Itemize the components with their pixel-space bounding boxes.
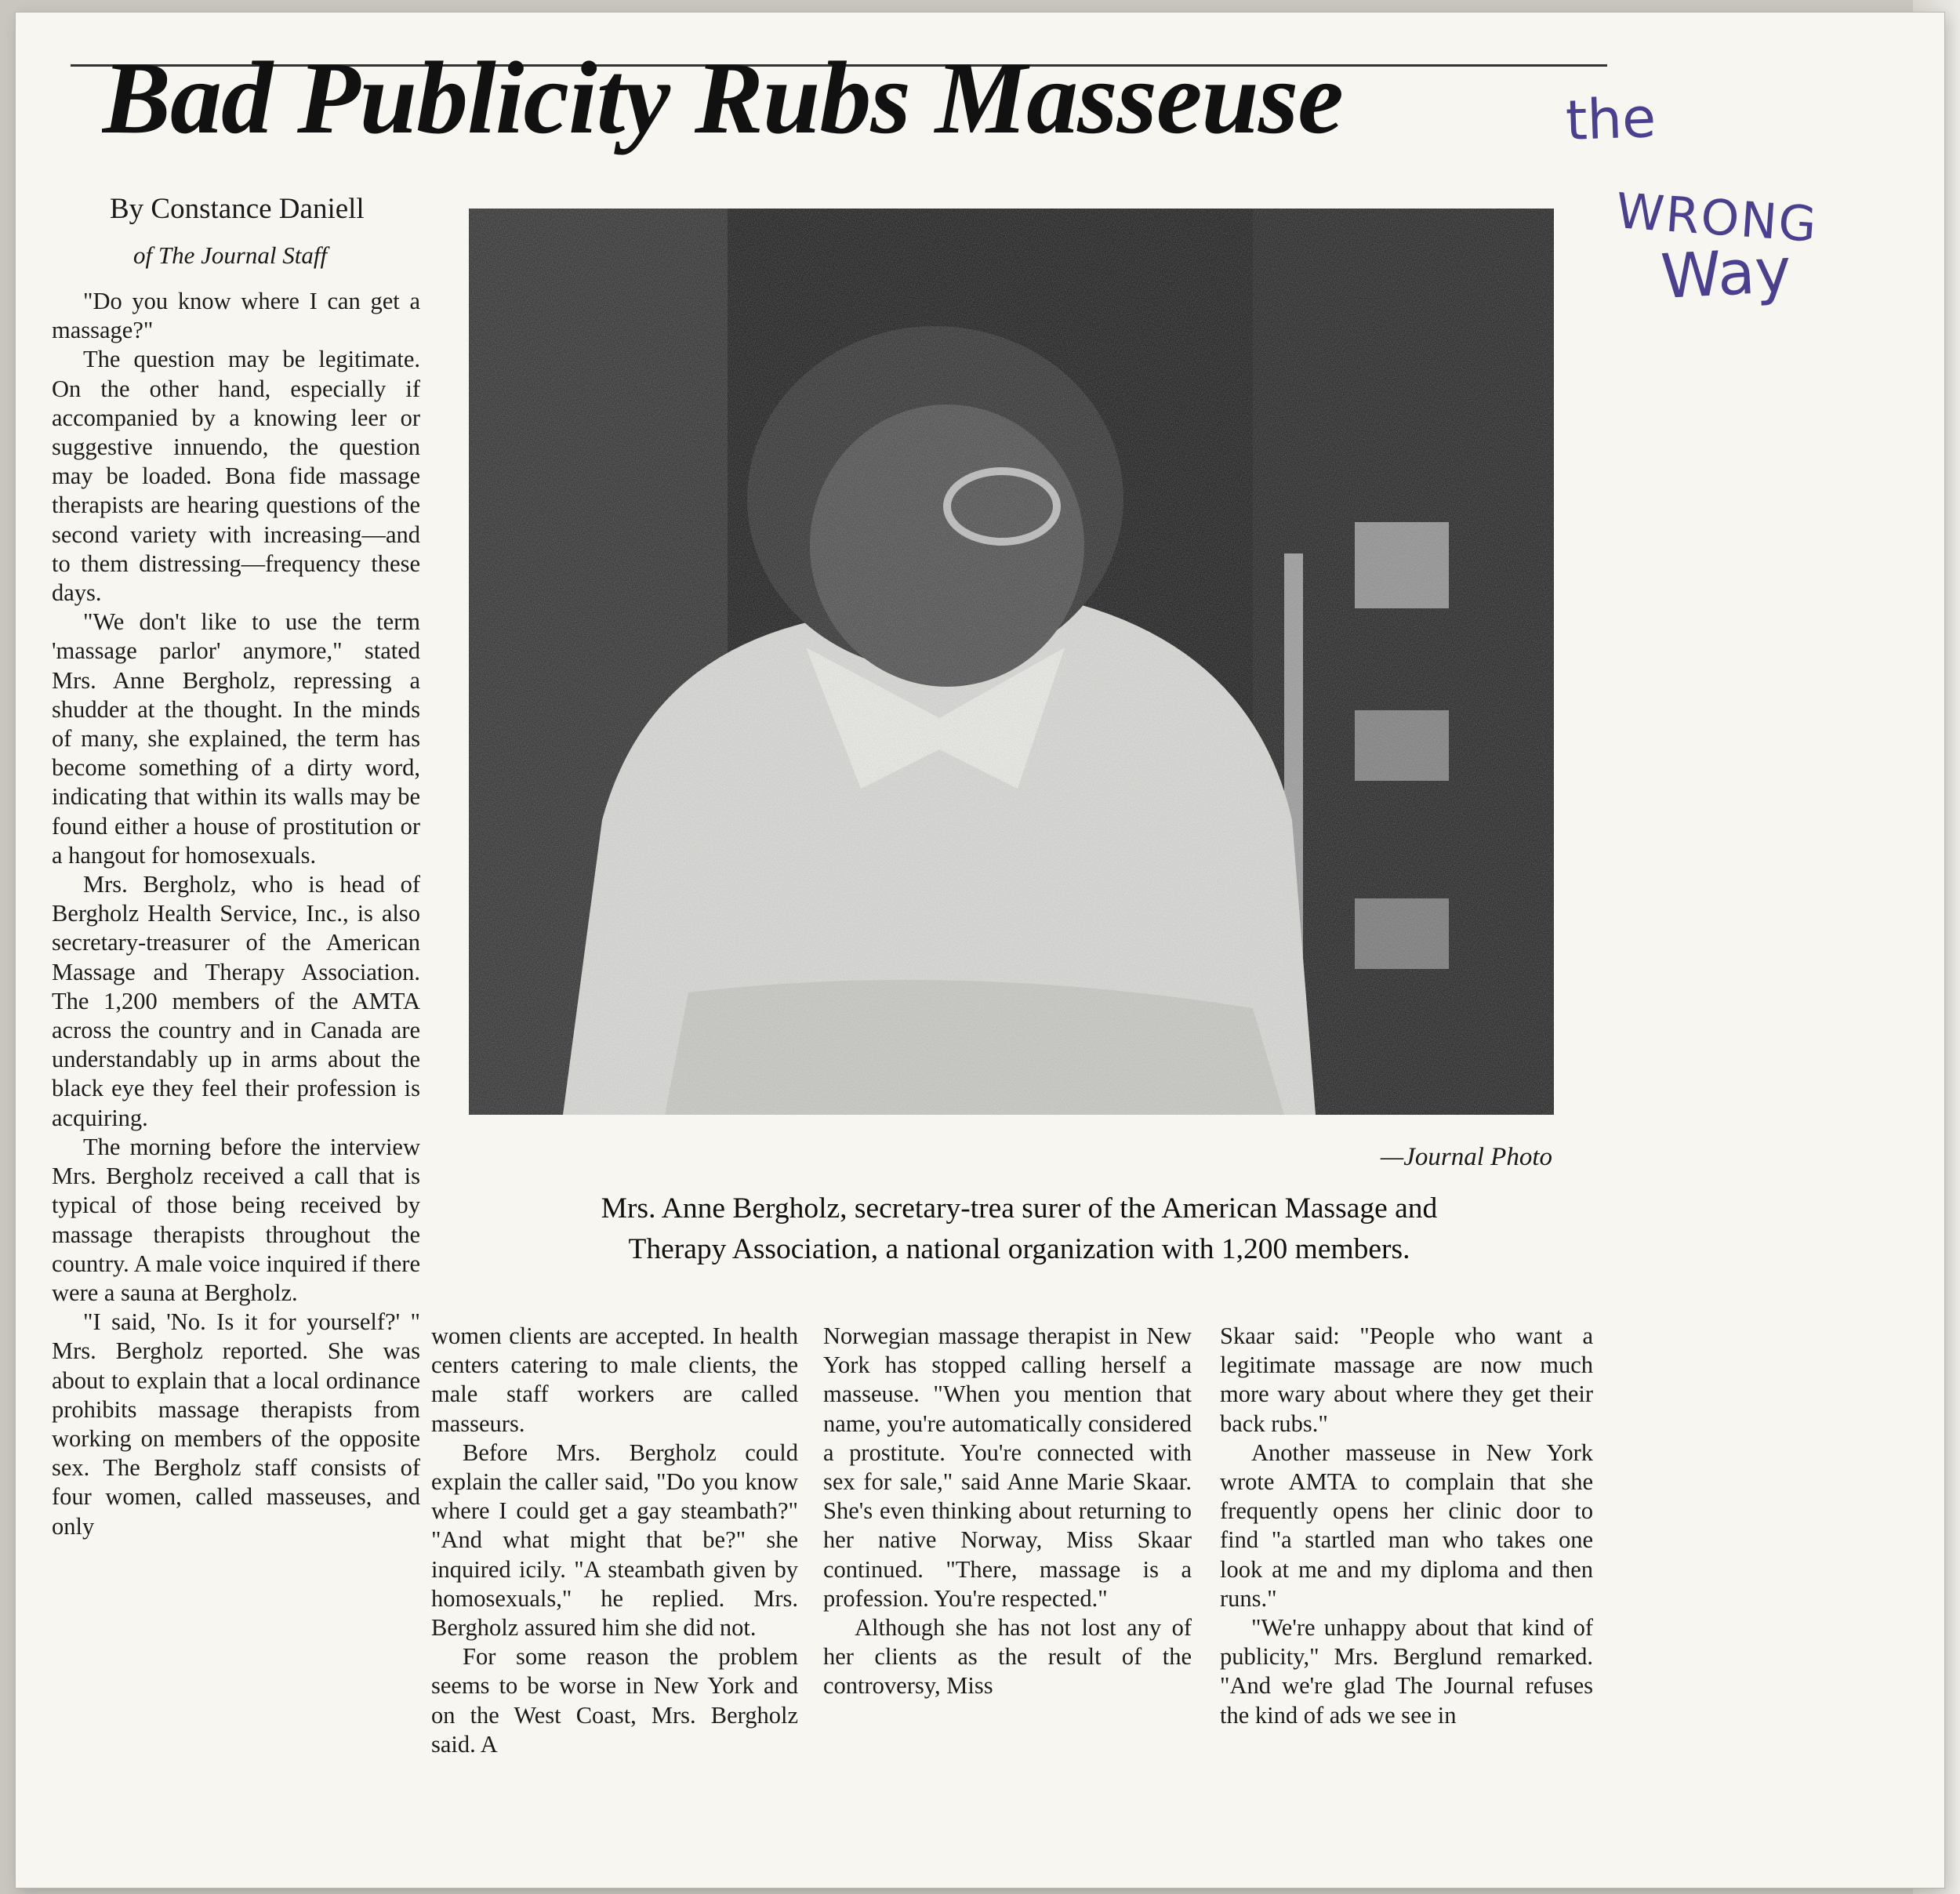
handwritten-note	[1552, 71, 1882, 353]
paragraph: "We're unhappy about that kind of publicity," Mrs. Berglund remarked. "And we're glad The Journal refuses the kind of ads we see in	[1220, 1614, 1593, 1729]
paragraph: "We don't like to use the term 'massage parlor' anymore," stated Mrs. Anne Bergholz, repressing a shudder at the thought. In the minds of many, she explained, the term has become something of a dirty word, indicating that within its walls may be found either a house of prostitution or a hangout for homosexuals.	[52, 608, 420, 869]
photo-image	[469, 209, 1554, 1115]
photo-caption	[502, 1188, 1537, 1270]
photo-credit: —Journal Photo	[1380, 1143, 1552, 1171]
paragraph: For some reason the problem seems to be worse in New York and on the West Coast, Mrs. Bergholz said. A	[431, 1643, 798, 1758]
paragraph: Another masseuse in New York wrote AMTA to complain that she frequently opens her clinic door to find "a startled man who takes one look at me and my diploma and then runs."	[1220, 1439, 1593, 1612]
handwritten-line-2: WRONG	[1613, 182, 1820, 253]
paragraph: "I said, 'No. Is it for yourself?' " Mrs. Bergholz reported. She was about to explain that a local ordinance prohibits massage therapists from working on members of the opposite sex. The Bergholz staff consists of four women, called masseuses, and only	[52, 1308, 420, 1540]
byline-staff: of The Journal Staff	[133, 241, 328, 269]
paragraph: The question may be legitimate. On the other hand, especially if accompanied by a knowing leer or suggestive innuendo, the question may be loaded. Bona fide massage therapists are hearing questions of the second variety with increasing—and to them distressing—frequency these days.	[52, 346, 420, 607]
headline: Bad Publicity Rubs Masseuse	[102, 40, 1343, 155]
caption-line: Mrs. Anne Bergholz, secretary-trea surer of the American Massage and	[601, 1192, 1438, 1225]
article-column-1	[52, 287, 420, 1855]
paragraph: Before Mrs. Bergholz could explain the caller said, "Do you know where I could get a gay steambath?" "And what might that be?" she inquired icily. "A steambath given by homosexuals," he replied. Mrs. Bergholz assured him she did not.	[431, 1439, 798, 1642]
paragraph: Norwegian massage therapist in New York has stopped calling herself a masseuse. "When you mention that name, you're automatically considered a prostitute. You're connected with sex for sale," said Anne Marie Skaar. She's even thinking about returning to her native Norway, Miss Skaar continued. "There, massage is a profession. You're respected."	[823, 1323, 1192, 1612]
byline: By Constance Daniell	[110, 193, 365, 225]
article-column-4	[1220, 1322, 1593, 1855]
paragraph: Skaar said: "People who want a legitimate massage are now much more wary about where they get their back rubs."	[1220, 1323, 1593, 1437]
article-column-3	[823, 1322, 1192, 1855]
caption-line: Therapy Association, a national organization with 1,200 members.	[628, 1233, 1410, 1265]
paragraph: women clients are accepted. In health centers catering to male clients, the male staff workers are called masseurs.	[431, 1323, 798, 1437]
paragraph: Although she has not lost any of her clients as the result of the controversy, Miss	[823, 1614, 1192, 1700]
handwritten-line-3: Way	[1659, 235, 1793, 313]
paragraph: Mrs. Bergholz, who is head of Bergholz Health Service, Inc., is also secretary-treasurer of the American Massage and Therapy Association. The 1,200 members of the AMTA across the country and in Canada are understandably up in arms about the black eye they feel their profession is acquiring.	[52, 871, 420, 1131]
journal-photo	[469, 209, 1554, 1115]
handwritten-line-1: the	[1564, 85, 1657, 153]
article-column-2	[431, 1322, 798, 1855]
paragraph: The morning before the interview Mrs. Bergholz received a call that is typical of those being received by massage therapists throughout the country. A male voice inquired if there were a sauna at Bergholz.	[52, 1133, 420, 1306]
paragraph: "Do you know where I can get a massage?"	[52, 288, 420, 344]
